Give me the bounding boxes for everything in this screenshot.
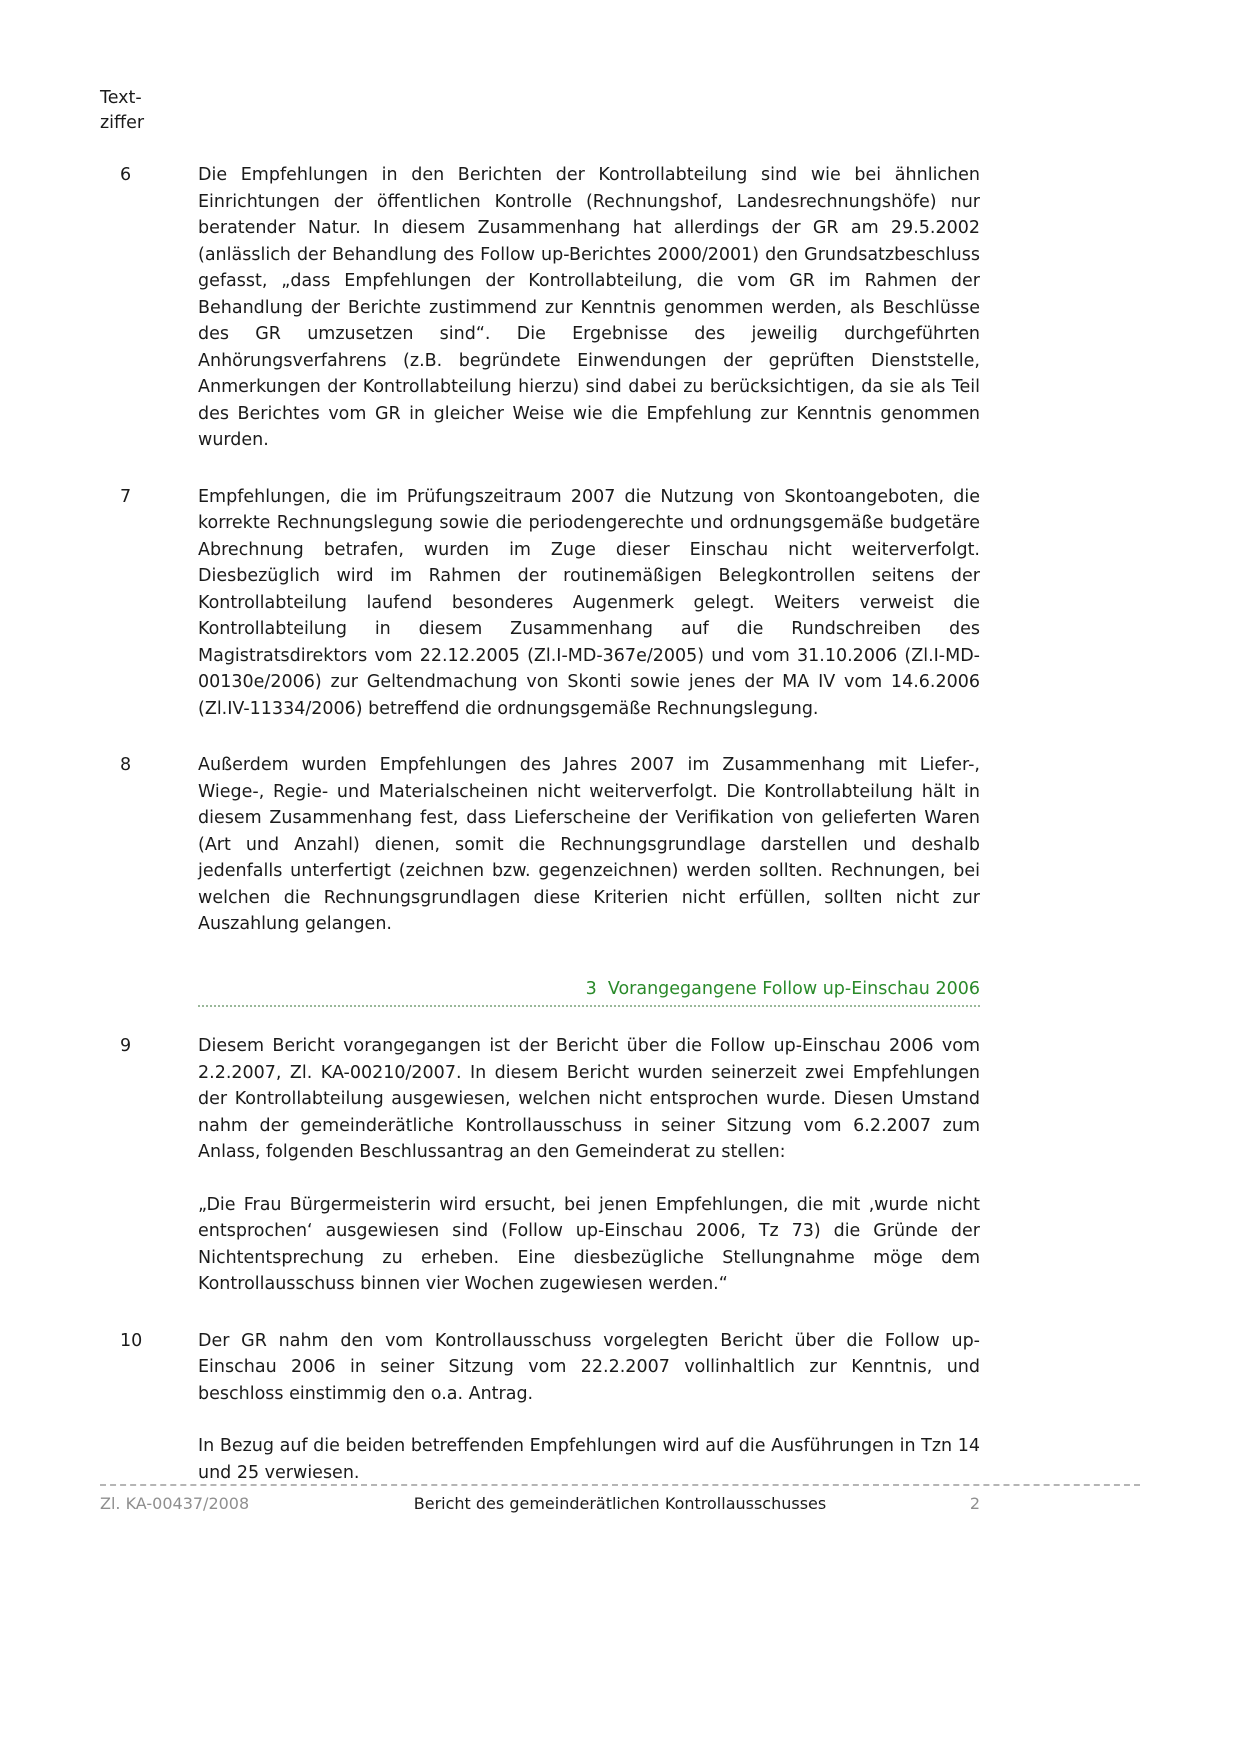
paragraph-text: Diesem Bericht vorangegangen ist der Bericht über die Follow up-Einschau 2006 vom 2.2.2007, Zl. KA-00210/2007. In diesem Bericht wurden seinerzeit zwei Empfehlungen der Kontrollabteilung ausgewiesen, welchen nicht entsprochen wurde. Diesen Umstand nahm der gemeinderätliche Kontrollausschuss in seiner Sitzung vom 6.2.2007 zum Anlass, folgenden Beschlussantrag an den Gemeinderat zu stellen:: [198, 1036, 980, 1162]
paragraph-text: In Bezug auf die beiden betreffenden Empfehlungen wird auf die Ausführungen in Tzn 14 und 25 verwiesen.: [198, 1436, 980, 1483]
section-heading: 3 Vorangegangene Follow up-Einschau 2006: [198, 976, 980, 1008]
paragraph-body: [198, 484, 980, 723]
footer-document-title: Bericht des gemeinderätlichen Kontrollausschusses: [413, 1494, 827, 1513]
footer-reference-number: Zl. KA-00437/2008: [100, 1494, 250, 1513]
paragraph-9: [100, 1033, 980, 1298]
textziffer-header-line2: ziffer: [100, 113, 145, 133]
paragraph-quote: „Die Frau Bürgermeisterin wird ersucht, bei jenen Empfehlungen, die mit ‚wurde nicht entsprochen‘ ausgewiesen sind (Follow up-Einschau 2006, Tz 73) die Gründe der Nichtentsprechung zu erheben. Eine diesbezügliche Stellungnahme möge dem Kontrollausschuss binnen vier Wochen zugewiesen werden.“: [198, 1194, 980, 1294]
textziffer-header-line1: Text-: [100, 88, 142, 108]
paragraph-text: Außerdem wurden Empfehlungen des Jahres 2007 im Zusammenhang mit Liefer-, Wiege-, Regie- und Materialscheinen nicht weiterverfolgt. Die Kontrollabteilung hält in diesem Zusammenhang fest, dass Lieferscheine der Verifikation von gelieferten Waren (Art und Anzahl) dienen, somit die Rechnungsgrundlage darstellen und deshalb jedenfalls unterfertigt (zeichnen bzw. gegenzeichnen) werden sollten. Rechnungen, bei welchen die Rechnungsgrundlagen diese Kriterien nicht erfüllen, sollten nicht zur Auszahlung gelangen.: [198, 755, 980, 934]
textziffer-number: 6: [120, 165, 132, 185]
paragraph-text: Der GR nahm den vom Kontrollausschuss vorgelegten Bericht über die Follow up-Einschau 2006 in seiner Sitzung vom 22.2.2007 vollinhaltlich zur Kenntnis, und beschloss einstimmig den o.a. Antrag.: [198, 1330, 980, 1404]
textziffer-number: 8: [120, 755, 132, 775]
footer-page-number: 2: [969, 1494, 980, 1513]
document-content: [100, 86, 980, 1516]
paragraph-body: [198, 1033, 980, 1298]
paragraph-body: [198, 1328, 980, 1487]
paragraph-text: Die Empfehlungen in den Berichten der Kontrollabteilung sind wie bei ähnlichen Einrichtungen der öffentlichen Kontrolle (Rechnungshof, Landesrechnungshöfe) nur beratender Natur. In diesem Zusammenhang hat allerdings der GR am 29.5.2002 (anlässlich der Behandlung des Follow up-Berichtes 2000/2001) den Grundsatzbeschluss gefasst, „dass Empfehlungen der Kontrollabteilung, die vom GR im Rahmen der Behandlung der Berichte zustimmend zur Kenntnis genommen werden, als Beschlüsse des GR umzusetzen sind“. Die Ergebnisse des jeweilig durchgeführten Anhörungsverfahrens (z.B. begründete Einwendungen der geprüften Dienststelle, Anmerkungen der Kontrollabteilung hierzu) sind dabei zu berücksichtigen, da sie als Teil des Berichtes vom GR in gleicher Weise wie die Empfehlung zur Kenntnis genommen wurden.: [198, 165, 980, 450]
paragraph-8: [100, 752, 980, 938]
textziffer-header: [100, 86, 980, 136]
paragraph-text: Empfehlungen, die im Prüfungszeitraum 2007 die Nutzung von Skontoangeboten, die korrekte Rechnungslegung sowie die periodengerechte und ordnungsgemäße budgetäre Abrechnung betrafen, wurden im Zuge dieser Einschau nicht weiterverfolgt. Diesbezüglich wird im Rahmen der routinemäßigen Belegkontrollen seitens der Kontrollabteilung laufend besonderes Augenmerk gelegt. Weiters verweist die Kontrollabteilung in diesem Zusammenhang auf die Rundschreiben des Magistratsdirektors vom 22.12.2005 (Zl.I-MD-367e/2005) und vom 31.10.2006 (Zl.I-MD-00130e/2006) zur Geltendmachung von Skonti sowie jenes der MA IV vom 14.6.2006 (Zl.IV-11334/2006) betreffend die ordnungsgemäße Rechnungslegung.: [198, 486, 980, 719]
paragraph-10: [100, 1328, 980, 1487]
paragraph-body: [198, 752, 980, 938]
paragraph-7: [100, 484, 980, 723]
paragraph-body: [198, 162, 980, 454]
footer-row: [100, 1493, 980, 1515]
textziffer-number: 9: [120, 1036, 132, 1056]
paragraph-6: [100, 162, 980, 454]
textziffer-number: 10: [120, 1330, 143, 1351]
textziffer-number: 7: [120, 486, 132, 507]
page-footer: [100, 1484, 1140, 1515]
